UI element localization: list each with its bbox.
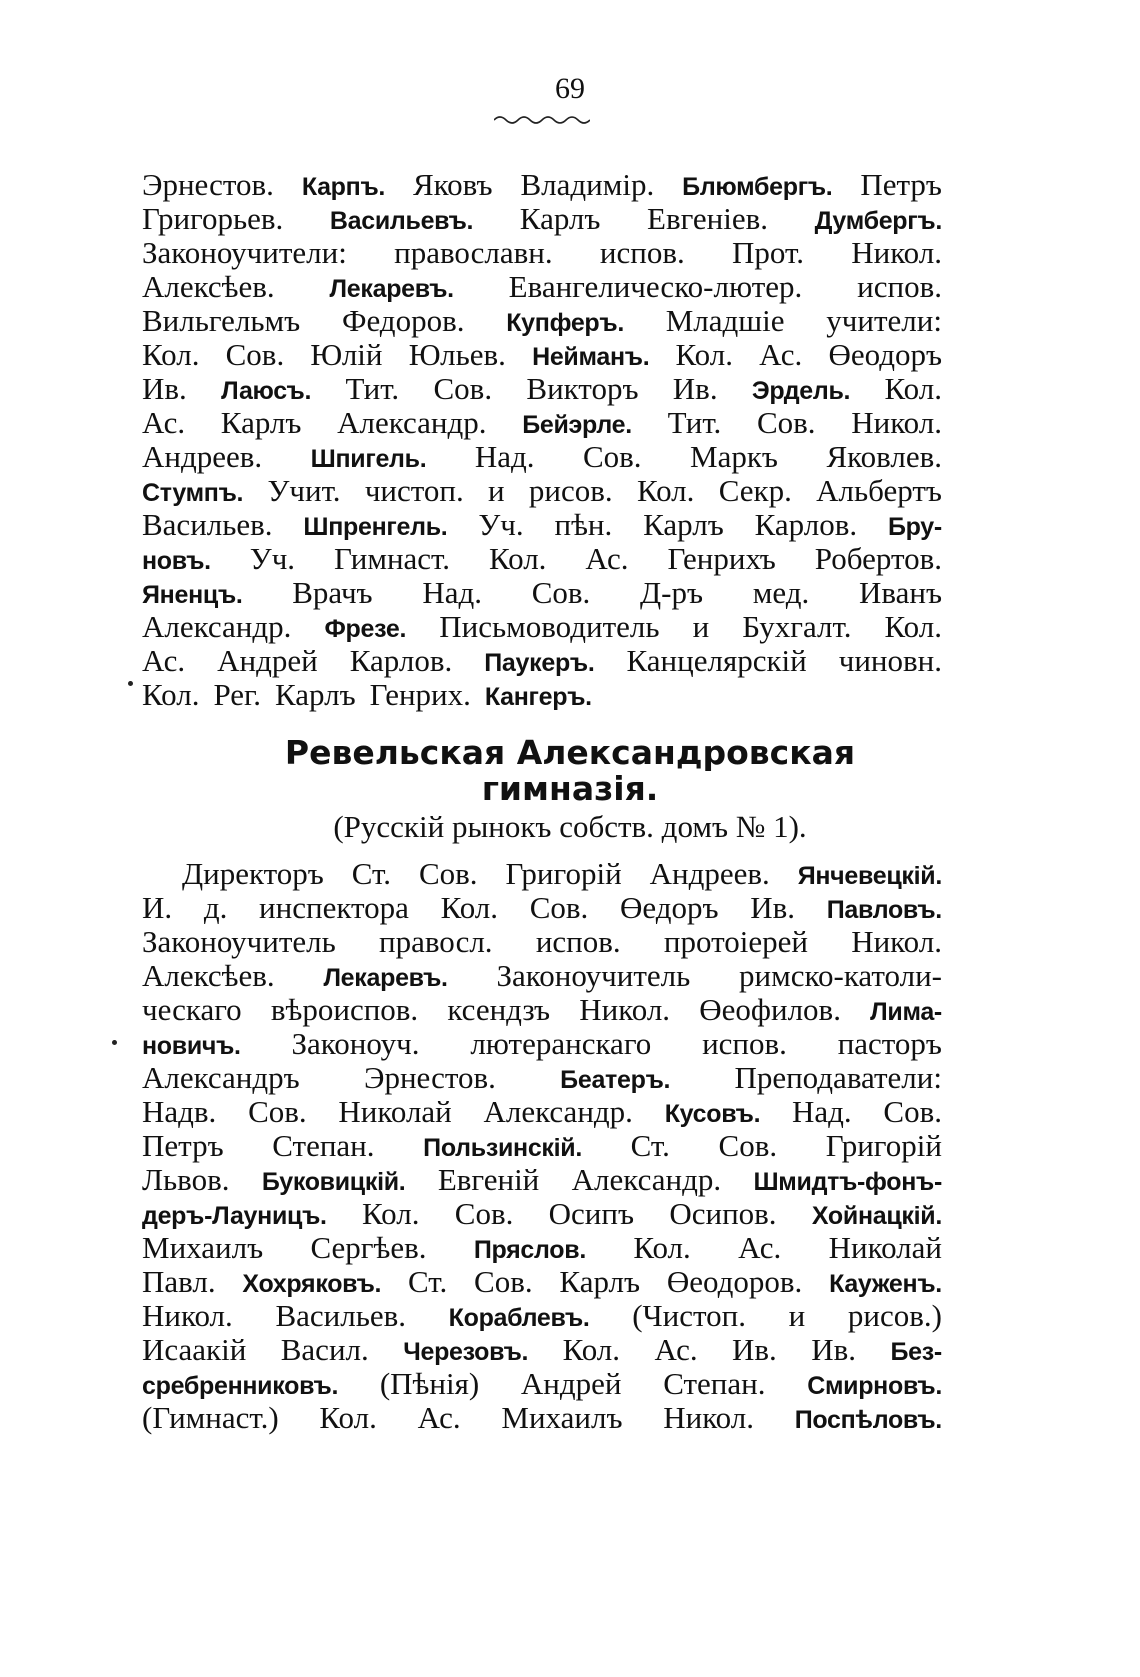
word: Сов. (454, 1196, 514, 1231)
word: правосл. (379, 924, 493, 959)
text-line (142, 406, 942, 440)
section2-title-line2: гимназія. (481, 769, 659, 808)
word: Кол. (633, 1230, 691, 1265)
word: Ст. (351, 856, 391, 891)
word: Карлъ (220, 405, 302, 440)
text-line (142, 644, 942, 678)
text-line (142, 1129, 942, 1163)
word: Вильгельмъ (142, 303, 301, 338)
word: Карлов. (349, 643, 453, 678)
word: Надв. (142, 1094, 217, 1129)
word: Никол. (851, 405, 942, 440)
section1-text (142, 168, 942, 712)
word: Никол. (851, 235, 942, 270)
bold-surname: Бру- (887, 513, 942, 541)
word: Юлій (310, 337, 383, 372)
bold-surname: Эрдель. (751, 377, 851, 405)
word: православн. (394, 235, 553, 270)
word: Кол. (362, 1196, 420, 1231)
text-line (142, 1061, 942, 1095)
word: Над. (474, 439, 535, 474)
bold-surname: Буковицкій. (261, 1168, 406, 1196)
text-line (142, 1299, 942, 1333)
word: Ст. (630, 1128, 670, 1163)
word: испов. (535, 924, 621, 959)
word: Законоучитель (496, 958, 691, 993)
word: Сов. (756, 405, 816, 440)
bold-surname: Фрезе. (324, 615, 407, 643)
word: Алексѣев. (142, 958, 275, 993)
word: д. (203, 890, 228, 925)
word: Бухгалт. (742, 609, 852, 644)
word: И. (142, 890, 173, 925)
word: римско-католи- (739, 958, 942, 993)
section2-address: (Русскій рынокъ собств. домъ № 1). (333, 809, 807, 844)
word: учители: (826, 303, 942, 338)
text-line (142, 576, 942, 610)
word: Преподаватели: (734, 1060, 942, 1095)
word: Александр. (142, 609, 292, 644)
section2-text (142, 857, 942, 1435)
word: Евангелическо-лютер. (508, 269, 803, 304)
bold-surname: Стумпъ. (142, 479, 244, 507)
text-line (142, 1027, 942, 1061)
word: Карлъ (559, 1264, 641, 1299)
word: Өедоръ (619, 890, 719, 925)
word: чиновн. (838, 643, 942, 678)
text-line (142, 993, 942, 1027)
bold-surname: Яненцъ. (142, 581, 243, 609)
word: Младшіе (665, 303, 785, 338)
word: Маркъ (690, 439, 778, 474)
word: Андрей (217, 643, 318, 678)
word: Григорій (505, 856, 622, 891)
word: Кол. (440, 890, 499, 925)
word: Сов. (225, 337, 285, 372)
word: Над. (791, 1094, 852, 1129)
word: (Гимнаст.) (142, 1400, 279, 1435)
section2-title-line1: Ревельская Александровская (284, 733, 856, 772)
text-line (142, 1163, 942, 1197)
bold-surname: Павловъ. (826, 896, 942, 924)
word: Владимір. (520, 167, 655, 202)
word: Генрих. (369, 677, 471, 712)
word: Андреев. (649, 856, 770, 891)
word: Робертов. (814, 541, 942, 576)
bold-surname: Смирновъ. (807, 1372, 942, 1400)
text-line (142, 1333, 942, 1367)
word: рисов. (528, 473, 613, 508)
word: Павл. (142, 1264, 216, 1299)
bold-surname: Кораблевъ. (448, 1304, 590, 1332)
word: Михаилъ (501, 1400, 623, 1435)
bold-surname: Кусовъ. (664, 1100, 761, 1128)
word: Ас. (759, 337, 803, 372)
text-line (142, 440, 942, 474)
word: Ив. (732, 1332, 777, 1367)
word: Исаакій (142, 1332, 247, 1367)
bold-surname: Кауженъ. (829, 1270, 942, 1298)
word: Осипъ (548, 1196, 635, 1231)
word: Григорій (825, 1128, 942, 1163)
word: Ас. (142, 643, 186, 678)
word: Канцелярскій (626, 643, 807, 678)
word: Евгеній (437, 1162, 540, 1197)
bold-surname: Поспѣловъ. (794, 1406, 942, 1434)
word: Кол. (142, 337, 200, 372)
text-line (142, 168, 942, 202)
word: Уч. (249, 541, 296, 576)
word: Сов. (883, 1094, 942, 1129)
bold-surname: Хохряковъ. (242, 1270, 382, 1298)
text-line (142, 959, 942, 993)
word: Альбертъ (816, 473, 942, 508)
bold-surname: Лекаревъ. (323, 964, 448, 992)
word: Гимнаст. (334, 541, 451, 576)
word: и (488, 473, 505, 508)
word: Прот. (732, 235, 804, 270)
bold-surname: Черезовъ. (403, 1338, 529, 1366)
word: ческаго (142, 992, 242, 1027)
word: испов. (599, 235, 685, 270)
word: рисов.) (847, 1298, 942, 1333)
word: Ас. (585, 541, 629, 576)
bold-surname: Паукеръ. (484, 649, 595, 677)
word: Александръ (142, 1060, 300, 1095)
page-number: 69 (555, 72, 585, 105)
word: Сов. (718, 1128, 778, 1163)
word: Карлов. (754, 507, 858, 542)
word: Законоуч. (291, 1026, 420, 1061)
word: Ас. (142, 405, 186, 440)
word: Ив. (811, 1332, 857, 1367)
word: Сов. (248, 1094, 307, 1129)
word: Өеодоръ (828, 337, 942, 372)
text-line (142, 891, 942, 925)
bold-surname: Янчевецкій. (797, 862, 942, 890)
word: Сов. (582, 439, 642, 474)
word: Ст. (408, 1264, 448, 1299)
word: Николай (828, 1230, 942, 1265)
word: Ас. (417, 1400, 461, 1435)
bold-surname: Шпренгель. (303, 513, 448, 541)
word: Андреев. (142, 439, 263, 474)
word: Яковлев. (826, 439, 942, 474)
word: Сов. (529, 890, 589, 925)
bold-surname: Лаюсъ. (221, 377, 312, 405)
word: Уч. (478, 507, 524, 542)
word: Александр. (337, 405, 487, 440)
bold-surname: Без- (890, 1338, 942, 1366)
word: Александр. (483, 1094, 633, 1129)
word: Никол. (851, 924, 942, 959)
text-line (142, 678, 942, 712)
text-line (142, 236, 942, 270)
word: Кол. (884, 609, 942, 644)
word: Евгеніев. (647, 201, 769, 236)
text-line (142, 338, 942, 372)
word: Ив. (142, 371, 187, 406)
word: Эрнестов. (364, 1060, 496, 1095)
text-line (142, 610, 942, 644)
word: инспектора (259, 890, 409, 925)
word: Кол. (562, 1332, 621, 1367)
word: Карлъ (275, 677, 356, 712)
bold-surname: Блюмбергъ. (682, 173, 833, 201)
text-line (142, 1265, 942, 1299)
word: протоіерей (663, 924, 808, 959)
word: Николай (338, 1094, 452, 1129)
word: Кол. (319, 1400, 377, 1435)
bold-surname: Нейманъ. (532, 343, 650, 371)
bold-surname: сребренниковъ. (142, 1372, 339, 1400)
word: Законоучители: (142, 235, 347, 270)
word: Алексѣев. (142, 269, 275, 304)
word: Тит. (667, 405, 722, 440)
word: Юльев. (408, 337, 506, 372)
bold-surname: Купферъ. (506, 309, 624, 337)
wavy-ornament-icon (494, 112, 590, 126)
text-line (142, 304, 942, 338)
word: ксендзъ (447, 992, 551, 1027)
word: Григорьев. (142, 201, 284, 236)
bold-surname: Пряслов. (473, 1236, 586, 1264)
word: Карлъ (519, 201, 601, 236)
text-line (142, 1367, 942, 1401)
word: Врачъ (292, 575, 373, 610)
text-line (142, 1231, 942, 1265)
word: Иванъ (859, 575, 942, 610)
word: Степан. (272, 1128, 375, 1163)
text-line (142, 508, 942, 542)
text-line (142, 1197, 942, 1231)
word: Александр. (571, 1162, 722, 1197)
word: испов. (702, 1026, 787, 1061)
text-line (142, 1095, 942, 1129)
word: пасторъ (837, 1026, 942, 1061)
word: Ас. (654, 1332, 698, 1367)
word: Федоров. (341, 303, 465, 338)
word: Директоръ (182, 856, 324, 891)
bold-surname: Шпигель. (310, 445, 427, 473)
text-line (142, 372, 942, 406)
text-line (142, 542, 942, 576)
word: Учит. (267, 473, 341, 508)
word: Львов. (142, 1162, 230, 1197)
word: вѣроиспов. (270, 992, 419, 1027)
word: Кол. (636, 473, 695, 508)
text-line (142, 925, 942, 959)
print-speck (112, 1040, 117, 1045)
word: Михаилъ (142, 1230, 264, 1265)
text-line (142, 1401, 942, 1435)
word: Никол. (142, 1298, 233, 1333)
word: Карлъ (643, 507, 724, 542)
word: Письмоводитель (439, 609, 660, 644)
word: (Пѣнія) (379, 1366, 480, 1401)
text-line (142, 202, 942, 236)
word: Петръ (860, 167, 942, 202)
word: Законоучитель (142, 924, 336, 959)
word: Никол. (579, 992, 671, 1027)
bold-surname: Лима- (870, 998, 942, 1026)
bold-surname: Хойнацкій. (811, 1202, 942, 1230)
word: Д-ръ (640, 575, 704, 610)
bold-surname: Пользинскій. (423, 1134, 582, 1162)
word: Ив. (672, 371, 718, 406)
word: Васильев. (142, 507, 273, 542)
word: лютеранскаго (470, 1026, 652, 1061)
word: испов. (857, 269, 942, 304)
section2-title (0, 735, 1140, 807)
word: и (692, 609, 710, 644)
word: Осипов. (669, 1196, 777, 1231)
bold-surname: Беатеръ. (560, 1066, 671, 1094)
word: Над. (422, 575, 482, 610)
word: Сергѣев. (310, 1230, 427, 1265)
bold-surname: Думбергъ. (814, 207, 942, 235)
word: Петръ (142, 1128, 224, 1163)
word: Кол. (675, 337, 733, 372)
word: Кол. (884, 371, 942, 406)
word: Эрнестов. (142, 167, 274, 202)
word: и (788, 1298, 806, 1333)
word: Яковъ (412, 167, 493, 202)
word: Васильев. (275, 1298, 406, 1333)
word: Генрихъ (667, 541, 776, 576)
bold-surname: Бейэрле. (522, 411, 632, 439)
bold-surname: деръ-Лауницъ. (142, 1202, 327, 1230)
bold-surname: Кангеръ. (484, 683, 592, 711)
bold-surname: новъ. (142, 547, 211, 575)
word: Сов. (433, 371, 493, 406)
word: Кол. (142, 677, 200, 712)
word: Тит. (345, 371, 400, 406)
print-speck (128, 681, 133, 686)
word: мед. (752, 575, 810, 610)
bold-surname: Лекаревъ. (329, 275, 454, 303)
word: Андрей (520, 1366, 622, 1401)
word: пѣн. (554, 507, 613, 542)
bold-surname: Шмидтъ-фонъ- (753, 1168, 942, 1196)
word: (Чистоп. (632, 1298, 747, 1333)
word: Сов. (418, 856, 478, 891)
word: Викторъ (526, 371, 639, 406)
bold-surname: новичъ. (142, 1032, 241, 1060)
word: Өеодоров. (666, 1264, 803, 1299)
word: Васил. (280, 1332, 369, 1367)
word: Секр. (718, 473, 792, 508)
word: Никол. (663, 1400, 754, 1435)
text-line (142, 857, 942, 891)
word: Степан. (663, 1366, 766, 1401)
word: Рег. (213, 677, 262, 712)
word: Өеофилов. (699, 992, 841, 1027)
word: Сов. (531, 575, 591, 610)
text-line (142, 474, 942, 508)
text-line (142, 270, 942, 304)
bold-surname: Васильевъ. (329, 207, 474, 235)
word: Ас. (738, 1230, 782, 1265)
word: Кол. (488, 541, 547, 576)
word: Ив. (750, 890, 795, 925)
word: чистоп. (364, 473, 464, 508)
word: Сов. (474, 1264, 533, 1299)
bold-surname: Карпъ. (301, 173, 386, 201)
